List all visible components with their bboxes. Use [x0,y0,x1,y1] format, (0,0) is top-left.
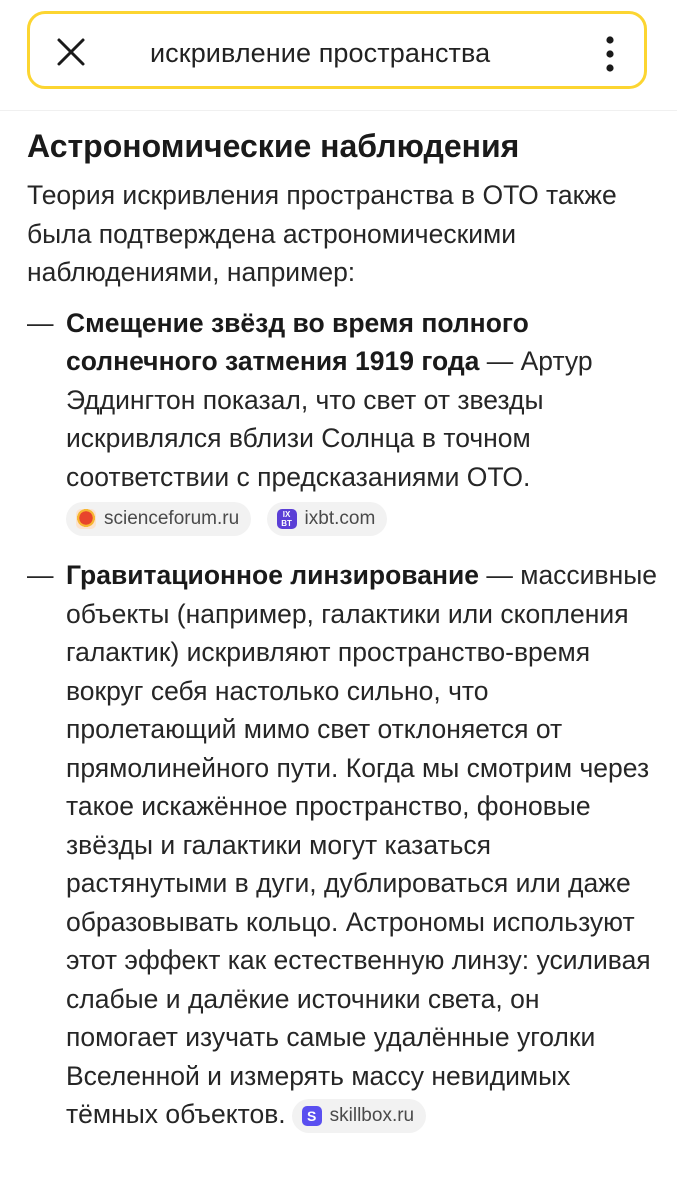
list-item [27,304,657,537]
item-heading: Гравитационное линзирование [66,560,479,590]
source-chip[interactable] [267,502,388,536]
source-label: scienceforum.ru [104,508,240,529]
item-text: — Артур Эддингтон показал, что свет от звезды искривлялся вблизи Солнца в точном соответствии с предсказаниями ОТО. [66,346,593,492]
skillbox-favicon: S [302,1106,322,1126]
list-dash: — [27,307,54,338]
scienceforum-favicon [76,509,96,529]
sources-row [66,498,657,536]
ixbt-favicon: IX BT [277,509,297,529]
source-chip[interactable] [66,502,251,536]
source-chip[interactable] [292,1099,426,1133]
close-icon[interactable] [52,33,90,71]
more-vertical-icon[interactable] [600,34,620,74]
item-heading: Смещение звёзд во время полного солнечного затмения 1919 года [66,307,529,376]
source-label: ixbt.com [304,508,376,529]
top-bar [0,0,677,111]
list-item [27,556,657,1134]
answer-content [27,110,657,1154]
intro-paragraph: Теория искривления пространства в ОТО также была подтверждена астрономическими наблюдениями, например: [27,180,617,287]
section-title: Астрономические наблюдения [27,128,520,164]
list-dash: — [27,560,54,590]
search-bar[interactable] [27,11,647,89]
source-label: skillbox.ru [329,1105,415,1126]
observations-list [27,304,657,1134]
search-query[interactable]: искривление пространства [150,38,491,68]
item-text: — массивные объекты (например, галактики или скопления галактик) искривляют пространство-время вокруг себя настолько сильно, что пролетающий мимо свет отклоняется от прямолинейного пути. Когда мы смотрим через такое искажённое пространство, фоновые звёзды и галактики могут казаться растянутыми в дуги, дублироваться или даже образовывать кольцо. Астрономы используют этот эффект как естественную линзу: усиливая слабые и далёкие источники света, он помогает изучать самые удалённые уголки Вселенной и измерять массу невидимых тёмных объектов. [66,560,657,1129]
